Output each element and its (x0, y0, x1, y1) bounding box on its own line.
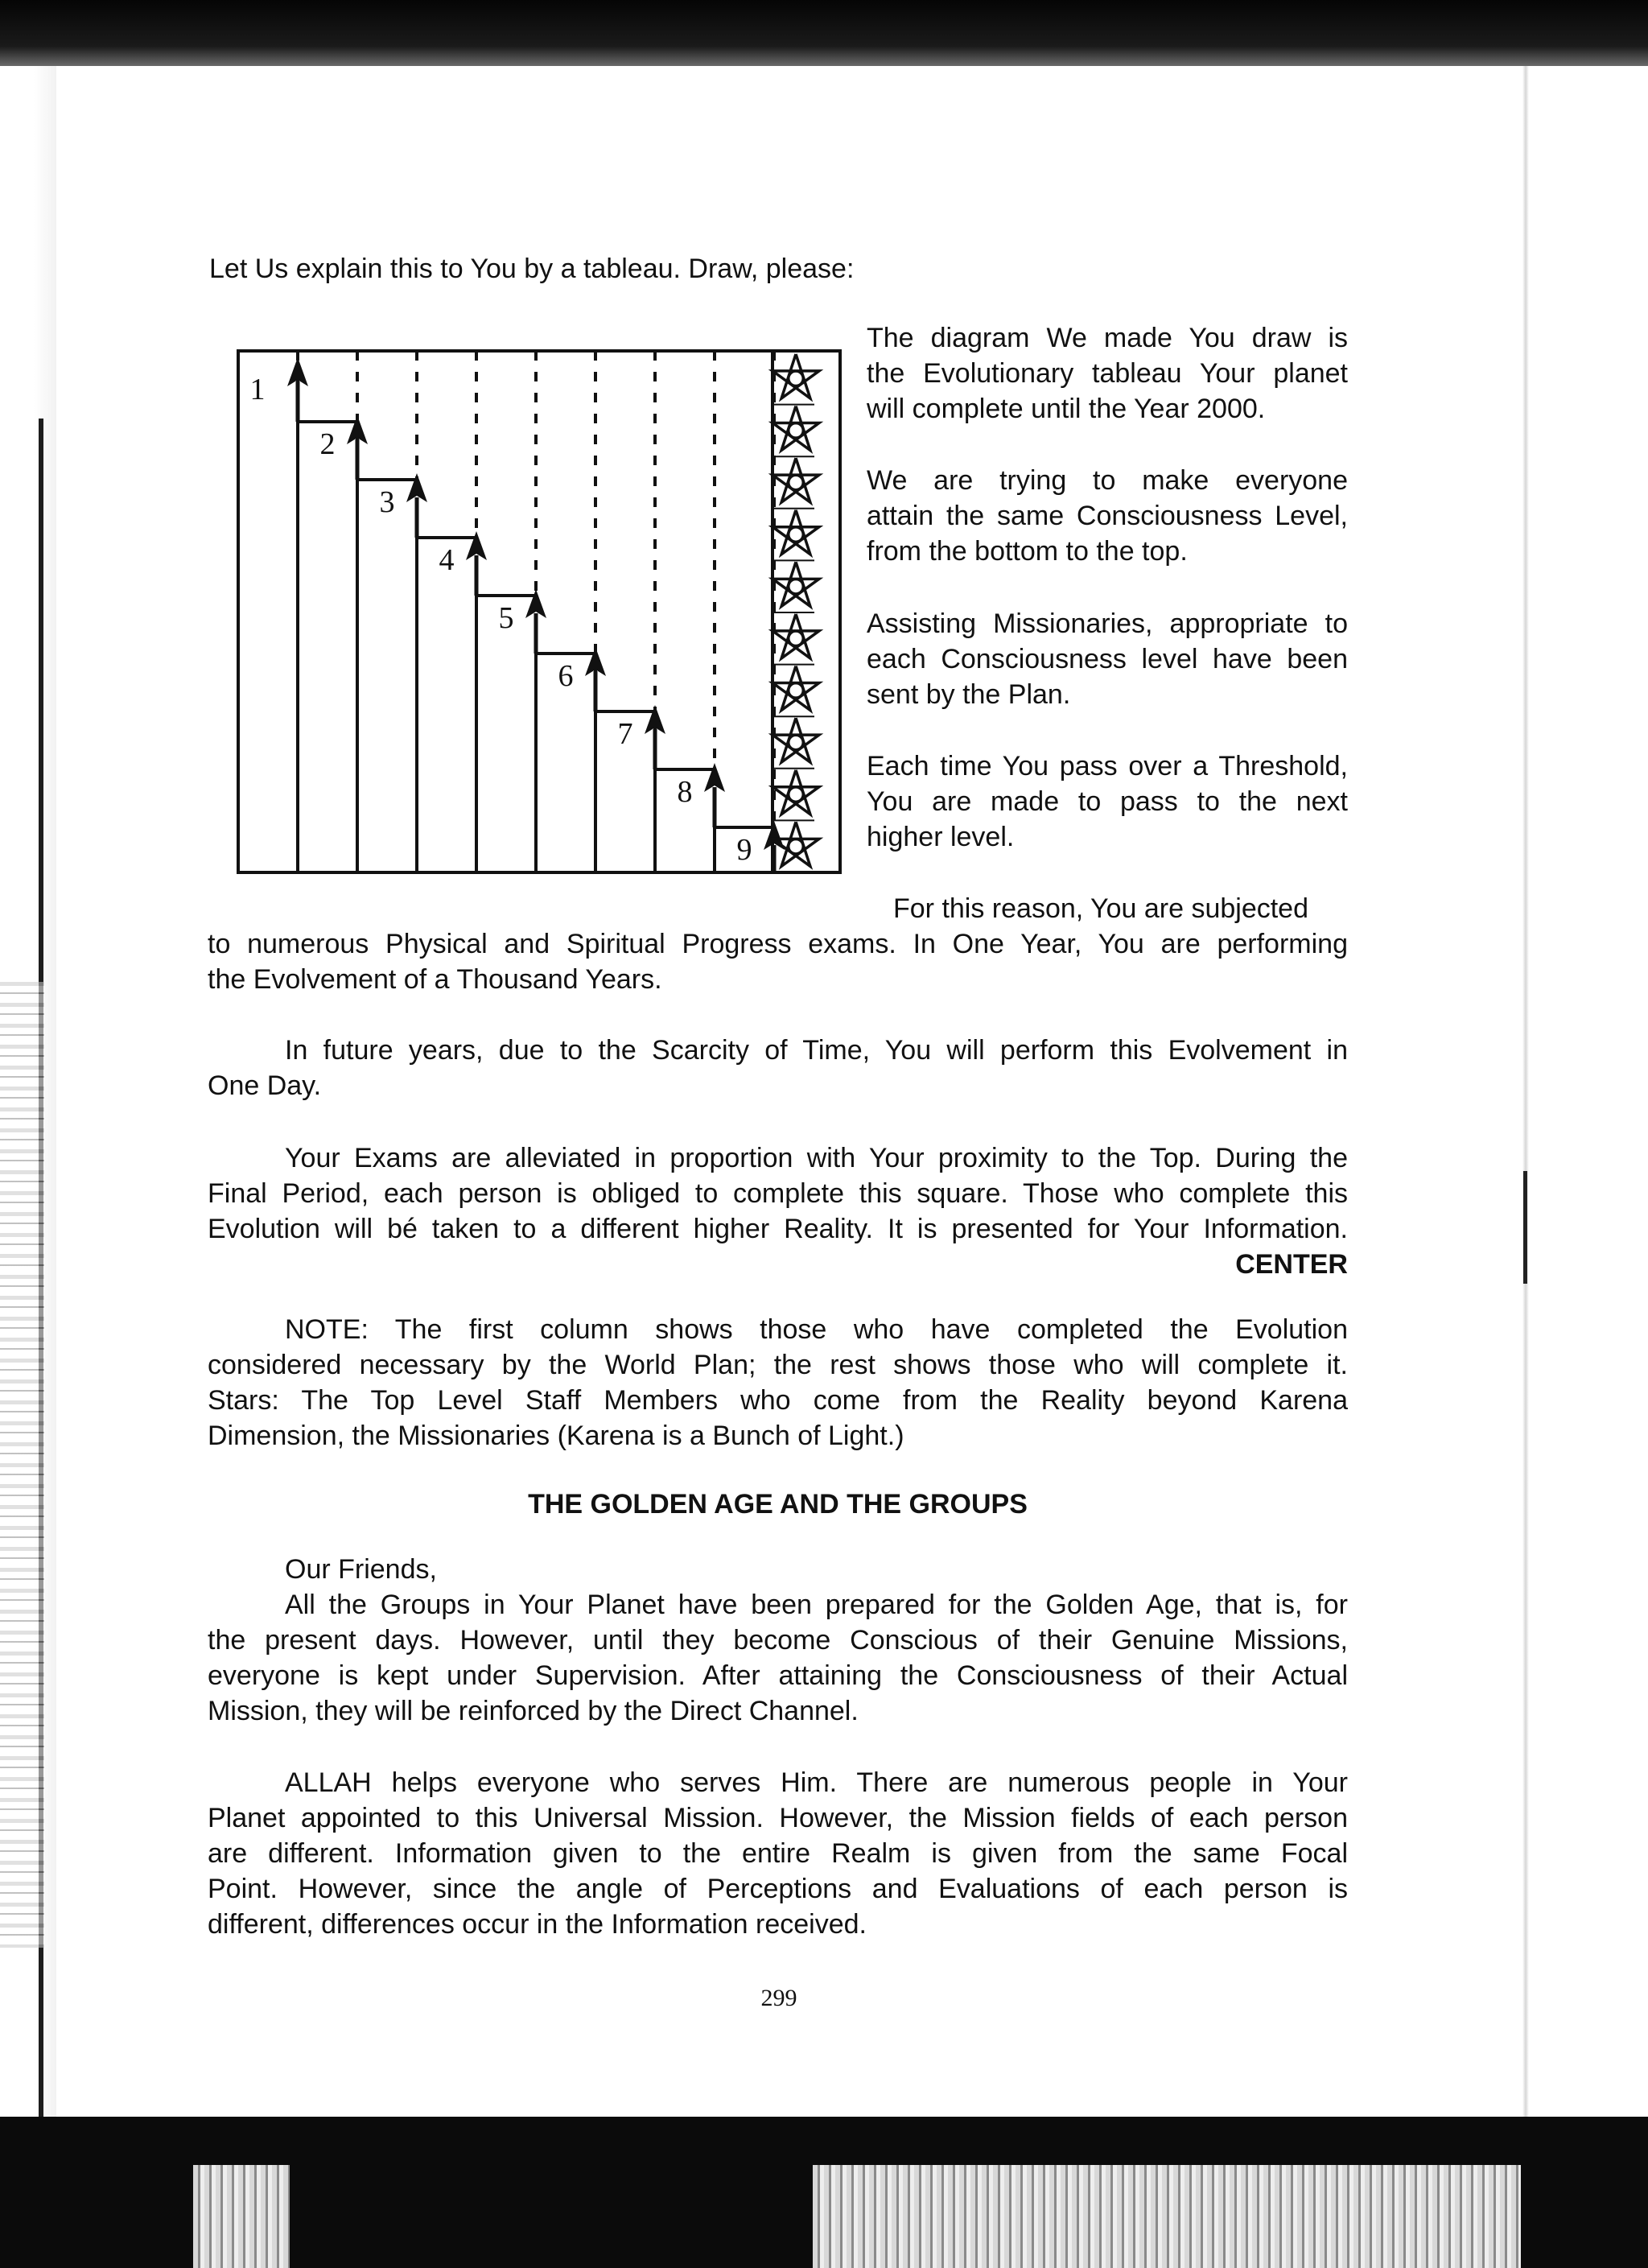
tableau-stars (772, 354, 819, 866)
pentagram-star-icon (772, 612, 819, 658)
paragraph-line: For this reason, You are subjected (893, 893, 1308, 924)
pentagram-star-icon (772, 716, 819, 762)
side-line: Each time You pass over a Threshold, (867, 751, 1348, 781)
column-label: 8 (677, 775, 693, 809)
side-line: You are made to pass to the next (867, 786, 1348, 817)
paragraph-line: the Evolvement of a Thousand Years. (208, 964, 662, 995)
column-label: 4 (439, 543, 455, 577)
side-line: each Consciousness level have been (867, 644, 1348, 674)
paragraph-line: Stars: The Top Level Staff Members who come from the Reality beyond Karena (208, 1385, 1348, 1416)
paragraph-line: All the Groups in Your Planet have been prepared for the Golden Age, that is, for (285, 1590, 1348, 1620)
pentagram-star-icon (772, 509, 819, 555)
column-label: 2 (319, 427, 336, 461)
column-label: 7 (617, 717, 633, 751)
paragraph-line: Dimension, the Missionaries (Karena is a Bunch of Light.) (208, 1421, 904, 1451)
tableau-labels (250, 373, 752, 867)
pentagram-star-icon (772, 820, 819, 866)
side-line: higher level. (867, 822, 1015, 852)
pentagram-star-icon (772, 405, 819, 451)
scan-glare-bottom-left (193, 2165, 290, 2268)
column-label: 9 (736, 833, 752, 867)
side-line: the Evolutionary tableau Your planet (867, 358, 1348, 389)
up-arrow-icon (645, 705, 665, 769)
signature-center: CENTER (1235, 1249, 1348, 1280)
side-line: We are trying to make everyone (867, 465, 1348, 496)
column-label: 1 (249, 373, 266, 406)
side-line: sent by the Plan. (867, 679, 1071, 710)
paragraph-line: different, differences occur in the Information received. (208, 1909, 867, 1940)
paragraph-line: everyone is kept under Supervision. After attaining the Consciousness of their Actual (208, 1660, 1348, 1691)
paragraph-line: to numerous Physical and Spiritual Progress exams. In One Year, You are performing (208, 929, 1348, 959)
column-label: 3 (379, 485, 395, 519)
paragraph-line: Mission, they will be reinforced by the Direct Channel. (208, 1696, 859, 1726)
pentagram-star-icon (772, 665, 819, 711)
paragraph-line: Point. However, since the angle of Perceptions and Evaluations of each person is (208, 1874, 1348, 1904)
pentagram-star-icon (772, 456, 819, 502)
scan-border-top (0, 0, 1648, 66)
side-line: attain the same Consciousness Level, (867, 501, 1348, 531)
scan-edge-right (1522, 66, 1529, 2117)
paragraph-line: ALLAH helps everyone who serves Him. There are numerous people in Your (285, 1767, 1348, 1798)
pentagram-star-icon (772, 354, 819, 398)
paragraph-line: NOTE: The first column shows those who have completed the Evolution (285, 1314, 1348, 1345)
intro-line: Let Us explain this to You by a tableau. Draw, please: (209, 254, 855, 284)
side-line: Assisting Missionaries, appropriate to (867, 608, 1348, 639)
paragraph-line: considered necessary by the World Plan; the rest shows those who will complete it. (208, 1350, 1348, 1380)
paragraph-line: the present days. However, until they become Conscious of their Genuine Missions, (208, 1625, 1348, 1656)
pentagram-star-icon (772, 560, 819, 606)
paragraph-line: Evolution will bé taken to a different higher Reality. It is presented for Your Information. (208, 1214, 1348, 1244)
up-arrow-icon (347, 415, 368, 480)
up-arrow-icon (525, 589, 546, 654)
pentagram-star-icon (772, 769, 819, 814)
paragraph-line: One Day. (208, 1070, 322, 1101)
side-line: from the bottom to the top. (867, 536, 1188, 567)
paragraph-line: Planet appointed to this Universal Mission. However, the Mission fields of each person (208, 1803, 1348, 1833)
section-heading: THE GOLDEN AGE AND THE GROUPS (528, 1489, 1028, 1520)
up-arrow-icon (406, 473, 427, 538)
column-label: 5 (498, 601, 514, 635)
greeting: Our Friends, (285, 1554, 437, 1585)
up-arrow-icon (466, 531, 487, 596)
page-number: 299 (760, 1985, 797, 2011)
up-arrow-icon (585, 647, 606, 711)
side-line: will complete until the Year 2000. (867, 394, 1266, 424)
paragraph-line: In future years, due to the Scarcity of Time, You will perform this Evolvement in (285, 1035, 1348, 1066)
paragraph-line: Final Period, each person is obliged to complete this square. Those who complete this (208, 1178, 1348, 1209)
scan-mark-right (1523, 1171, 1527, 1284)
column-label: 6 (558, 659, 574, 693)
evolutionary-tableau (237, 349, 842, 874)
paragraph-line: are different. Information given to the entire Realm is given from the same Focal (208, 1838, 1348, 1869)
up-arrow-icon (704, 763, 725, 827)
up-arrow-icon (287, 357, 308, 422)
scan-noise-left (0, 982, 44, 1948)
side-line: The diagram We made You draw is (867, 323, 1348, 353)
paragraph-line: Your Exams are alleviated in proportion with Your proximity to the Top. During the (285, 1143, 1348, 1173)
scan-glare-bottom-right (813, 2165, 1521, 2268)
